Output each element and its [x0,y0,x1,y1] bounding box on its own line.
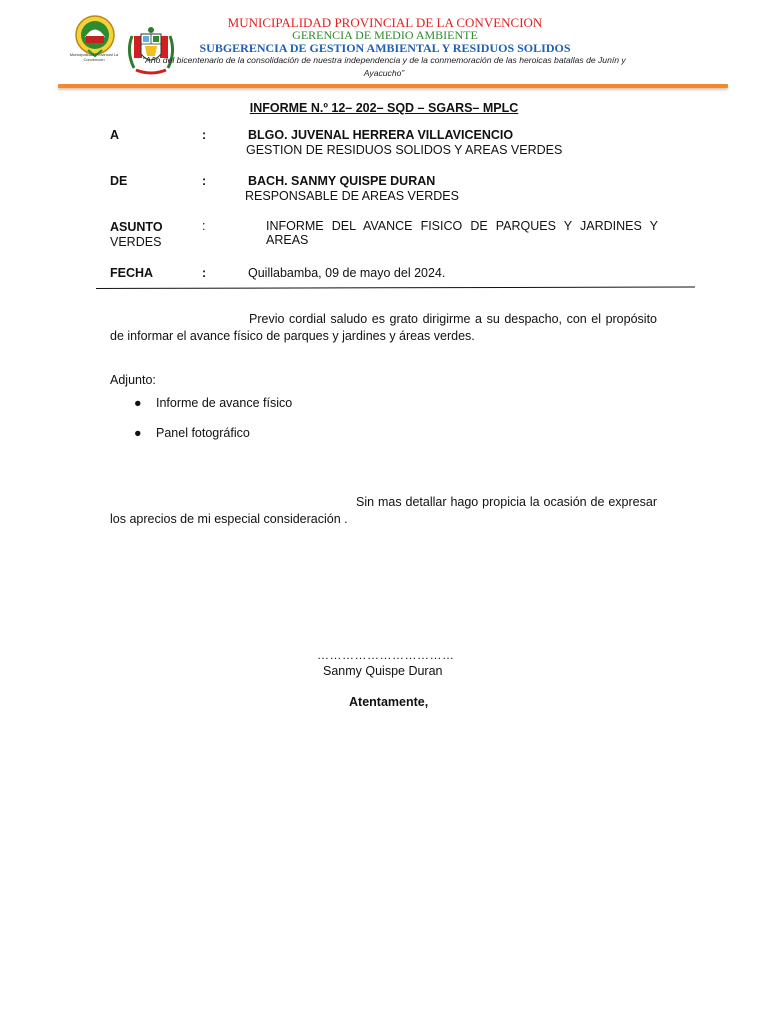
subject-line-2: VERDES [110,235,162,249]
from-colon: : [202,174,207,188]
intro-paragraph: Previo cordial saludo es grato dirigirme a su despacho, con el propósito de informar el avance físico de parques y jardines y áreas verdes. [110,312,657,343]
subject-colon: : [202,219,206,233]
header-separator-line [96,287,695,289]
from-name: BACH. SANMY QUISPE DURAN [248,174,436,188]
subject-label: ASUNTO [110,220,163,234]
to-colon: : [202,128,207,142]
bullet-icon: ● [134,426,142,440]
attachments-label: Adjunto: [110,373,156,387]
from-label: DE [110,174,128,188]
header-municipality: MUNICIPALIDAD PROVINCIAL DE LA CONVENCION [227,15,543,30]
from-role: RESPONSABLE DE AREAS VERDES [245,189,459,203]
date-label: FECHA [110,266,154,280]
closing-salutation: Atentamente, [349,695,429,709]
header-motto [110,54,658,80]
attachment-item: Informe de avance físico [156,396,293,410]
subject-line-1: INFORME DEL AVANCE FISICO DE PARQUES Y JARDINES Y AREAS [266,219,658,247]
signature-line: …………………………… [317,648,455,662]
to-name: BLGO. JUVENAL HERRERA VILLAVICENCIO [248,128,514,142]
date-colon: : [202,266,207,280]
bullet-icon: ● [134,396,142,410]
to-role: GESTION DE RESIDUOS SOLIDOS Y AREAS VERDES [246,143,563,157]
to-label: A [110,128,120,142]
closing-paragraph: Sin mas detallar hago propicia la ocasión de expresar los aprecios de mi especial consideración . [110,495,657,526]
logo-caption: Municipalidad Provincial La Convención [69,52,119,62]
header-subdepartment: SUBGERENCIA DE GESTION AMBIENTAL Y RESIDUOS SOLIDOS [199,41,571,55]
report-title: INFORME N.º 12– 202– SQD – SGARS– MPLC [249,101,519,115]
header-department: GERENCIA DE MEDIO AMBIENTE [292,28,478,42]
date-value: Quillabamba, 09 de mayo del 2024. [248,266,446,280]
motto-line-2: Ayacucho” [363,68,405,78]
attachment-item: Panel fotográfico [156,426,250,440]
motto-line-1: “Año del bicentenario de la consolidación de nuestra independencia y de la conmemoración de las heroicas batallas de Junín y [142,55,626,65]
header-divider-bar [58,84,728,88]
signer-name: Sanmy Quispe Duran [323,664,443,678]
